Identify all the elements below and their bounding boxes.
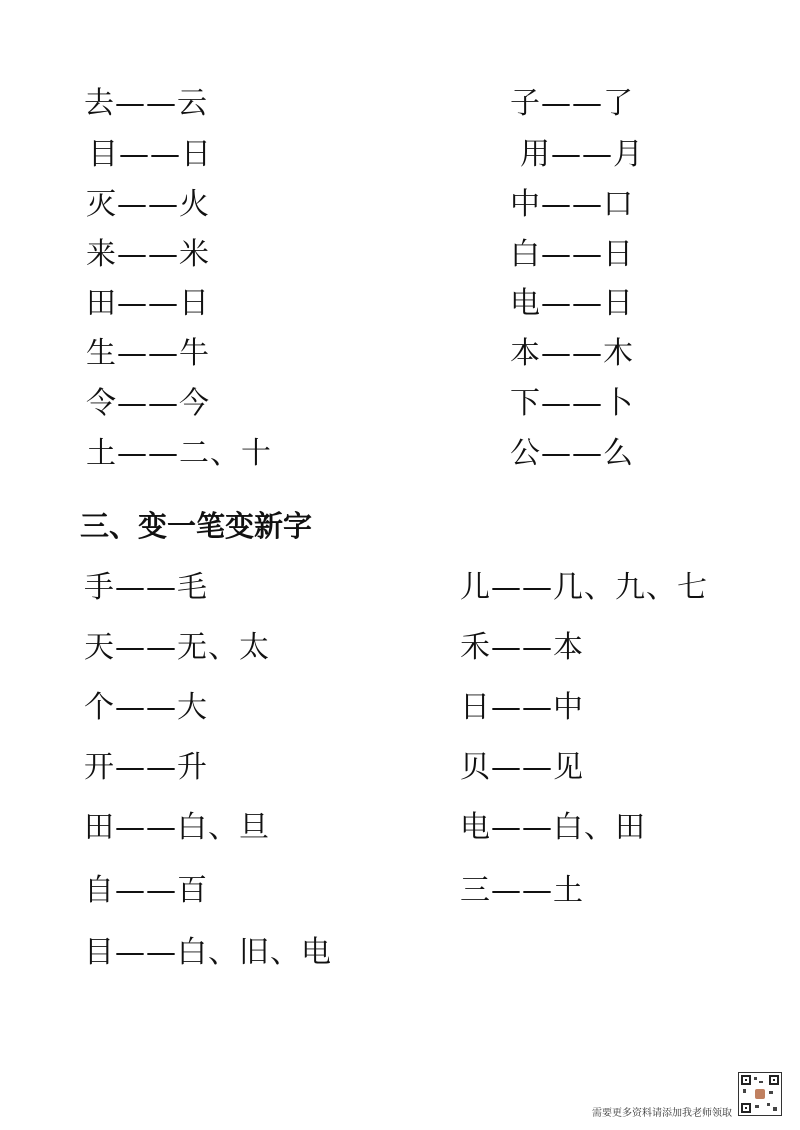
word-pair: 土——二、十: [86, 436, 272, 471]
word-pair: 禾——本: [460, 630, 584, 665]
word-pair: 个——大: [84, 690, 208, 725]
section-heading: 三、变一笔变新字: [80, 509, 313, 543]
word-pair: 自——百: [84, 873, 208, 908]
qr-code-icon: [738, 1072, 782, 1116]
word-pair: 田——日: [86, 286, 210, 321]
word-pair: 白——日: [510, 237, 634, 272]
word-pair: 用——月: [520, 137, 644, 172]
word-pair: 去——云: [84, 86, 208, 121]
word-pair: 子——了: [510, 86, 634, 121]
word-pair: 贝——见: [460, 750, 584, 785]
word-pair: 电——日: [510, 286, 634, 321]
word-pair: 下——卜: [510, 386, 634, 421]
word-pair: 生——牛: [86, 336, 210, 371]
word-pair: 儿——几、九、七: [460, 570, 708, 605]
word-pair: 田——白、旦: [84, 810, 270, 845]
word-pair: 令——今: [86, 386, 210, 421]
word-pair: 灭——火: [86, 187, 210, 222]
word-pair: 来——米: [86, 237, 210, 272]
word-pair: 天——无、太: [84, 630, 270, 665]
word-pair: 电——白、田: [460, 810, 646, 845]
word-pair: 三——土: [460, 873, 584, 908]
word-pair: 中——口: [510, 187, 634, 222]
word-pair: 公——么: [510, 436, 634, 471]
word-pair: 目——白、旧、电: [84, 935, 332, 970]
word-pair: 手——毛: [84, 570, 208, 605]
word-pair: 日——中: [460, 690, 584, 725]
word-pair: 本——木: [510, 336, 634, 371]
word-pair: 开——升: [84, 750, 208, 785]
footer-note: 需要更多资料请添加我老师领取: [592, 1108, 732, 1119]
word-pair: 目——日: [88, 137, 212, 172]
